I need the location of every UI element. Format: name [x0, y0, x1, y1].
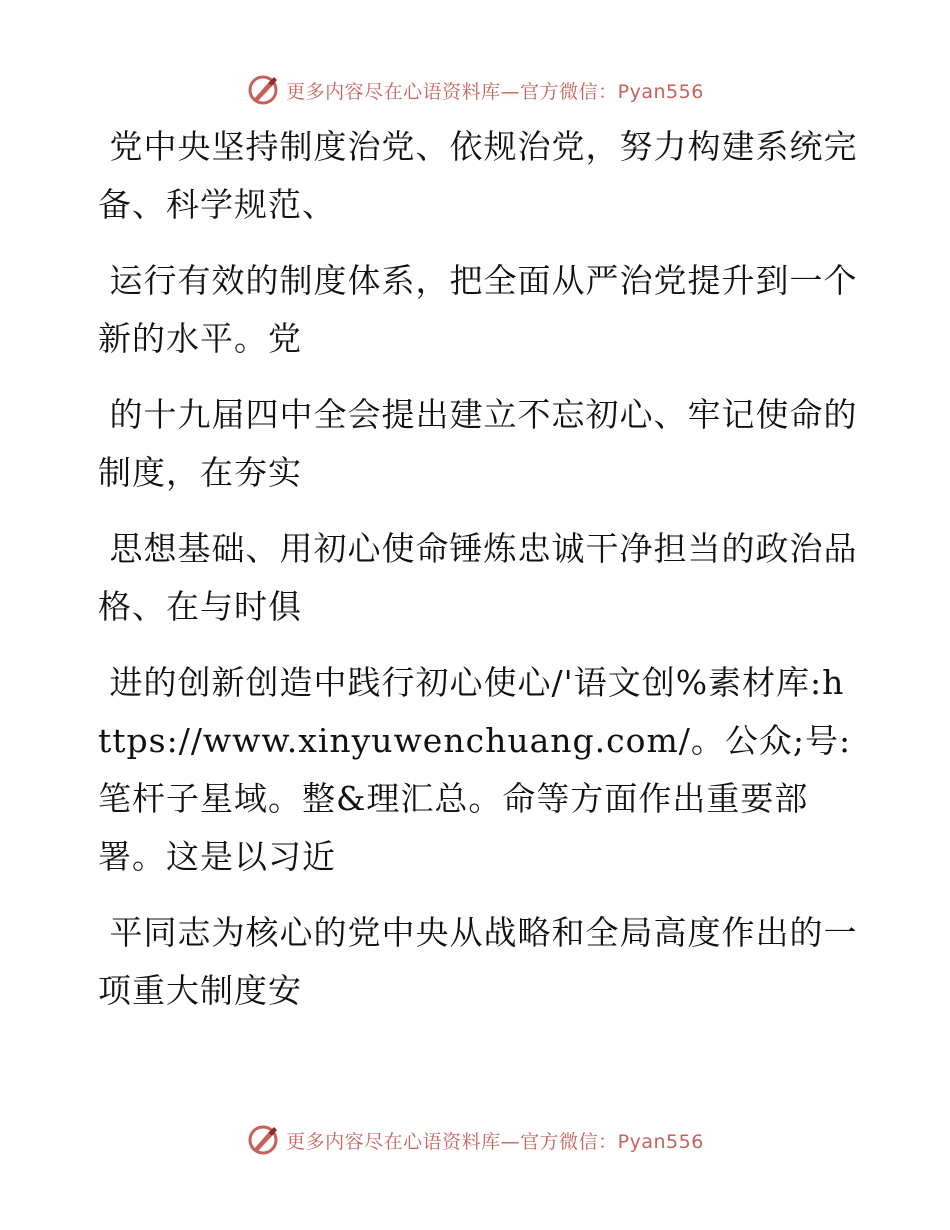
header-banner [0, 70, 950, 110]
footer-banner [0, 1120, 950, 1160]
document-body [98, 118, 858, 1038]
footer-banner-text: 更多内容尽在心语资料库—官方微信：Pyan556 [286, 1130, 704, 1153]
paragraph-2: 运行有效的制度体系，把全面从严治党提升到一个新的水平。党 [98, 261, 858, 358]
paragraph-5: 进的创新创造中践行初心使心/'语文创%素材库:https://www.xinyuwenchuang.com/。公众;号:笔杆子星域。整&理汇总。命等方面作出重要部署。这是以习近 [98, 663, 852, 876]
pen-circle-logo-icon [246, 73, 280, 107]
paragraph-3: 的十九届四中全会提出建立不忘初心、牢记使命的制度，在夯实 [98, 395, 858, 492]
paragraph-1: 党中央坚持制度治党、依规治党，努力构建系统完备、科学规范、 [98, 127, 858, 224]
header-banner-text: 更多内容尽在心语资料库—官方微信：Pyan556 [286, 80, 704, 103]
pen-circle-logo-icon [246, 1123, 280, 1157]
paragraph-4: 思想基础、用初心使命锤炼忠诚干净担当的政治品格、在与时俱 [98, 529, 858, 626]
paragraph-6: 平同志为核心的党中央从战略和全局高度作出的一项重大制度安 [98, 913, 858, 1010]
